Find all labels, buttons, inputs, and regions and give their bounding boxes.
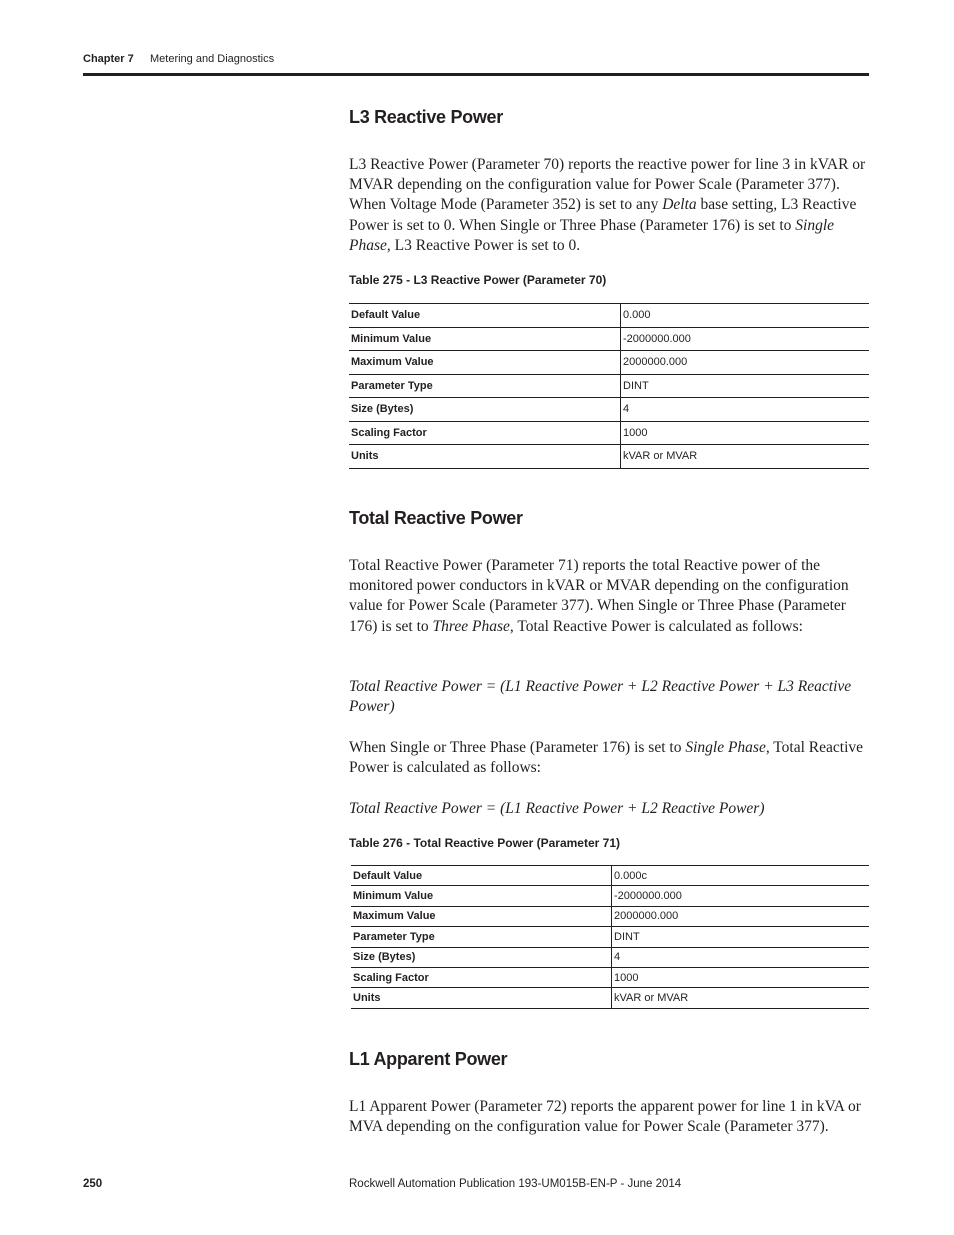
l3-description — [349, 155, 869, 256]
total-description — [349, 556, 869, 637]
param-value: -2000000.000 — [621, 327, 870, 351]
text-run: L1 Apparent Power (Parameter 72) reports the apparent power for line 1 in kVA or MVA depending on the configuration value for Power Scale (Parameter 377). — [349, 1098, 861, 1136]
text-run: , Total Reactive Power is calculated as follows: — [349, 739, 864, 777]
param-value: DINT — [612, 927, 870, 947]
param-value: 0.000 — [621, 304, 870, 328]
table-row — [349, 421, 869, 445]
total-single-phase-description — [349, 738, 869, 778]
text-run: L3 Reactive Power (Parameter 70) reports the reactive power for line 3 in kVAR or MVAR depending on the configuration value for Power Scale (Parameter 377). When Voltage Mode (Parameter 352) is set to any — [349, 156, 866, 214]
emphasis-text: Single Phase — [685, 739, 766, 756]
text-run: base setting, L3 Reactive Power is set to 0. When Single or Three Phase (Parameter 176) is set to — [349, 196, 857, 234]
table-275-caption: Table 275 - L3 Reactive Power (Parameter 70) — [349, 273, 607, 287]
text-run: , Total Reactive Power is calculated as follows: — [509, 617, 803, 635]
param-name: Scaling Factor — [349, 421, 621, 445]
table-276-caption: Table 276 - Total Reactive Power (Parameter 71) — [349, 836, 621, 850]
table-row — [349, 445, 869, 469]
param-name: Units — [351, 988, 612, 1008]
formula-three-phase: Total Reactive Power = (L1 Reactive Power + L2 Reactive Power + L3 Reactive Power) — [349, 678, 852, 716]
page-header — [83, 53, 869, 65]
table-row — [351, 906, 869, 926]
table-row — [351, 927, 869, 947]
l1-description — [349, 1097, 869, 1137]
header-rule — [83, 73, 869, 76]
param-value: -2000000.000 — [612, 886, 870, 906]
emphasis-text: Delta — [662, 196, 697, 214]
table-row — [349, 327, 869, 351]
emphasis-text: Single Phase — [349, 216, 835, 254]
param-name: Size (Bytes) — [349, 398, 621, 422]
param-value: 1000 — [612, 967, 870, 987]
param-name: Minimum Value — [351, 886, 612, 906]
param-value: 2000000.000 — [621, 351, 870, 375]
table-row — [349, 398, 869, 422]
param-value: kVAR or MVAR — [612, 988, 870, 1008]
param-value: 1000 — [621, 421, 870, 445]
param-name: Parameter Type — [349, 374, 621, 398]
table-row — [349, 304, 869, 328]
heading-l3-reactive-power: L3 Reactive Power — [349, 107, 503, 127]
text-run: When Single or Three Phase (Parameter 176) is set to — [349, 739, 686, 756]
publication-info: Rockwell Automation Publication 193-UM015B-EN-P - June 2014 — [349, 1178, 682, 1190]
table-275 — [349, 303, 869, 469]
chapter-number: Chapter 7 — [83, 53, 134, 65]
page-number: 250 — [83, 1178, 103, 1190]
param-value: 4 — [612, 947, 870, 967]
param-name: Parameter Type — [351, 927, 612, 947]
param-value: DINT — [621, 374, 870, 398]
chapter-title: Metering and Diagnostics — [150, 53, 275, 65]
table-row — [351, 866, 869, 886]
table-276 — [351, 865, 869, 1009]
param-name: Size (Bytes) — [351, 947, 612, 967]
table-row — [349, 351, 869, 375]
param-name: Maximum Value — [351, 906, 612, 926]
param-value: 2000000.000 — [612, 906, 870, 926]
table-row — [351, 947, 869, 967]
param-value: 0.000c — [612, 866, 870, 886]
param-name: Default Value — [349, 304, 621, 328]
heading-total-reactive-power: Total Reactive Power — [349, 508, 523, 528]
param-name: Maximum Value — [349, 351, 621, 375]
formula-single-phase: Total Reactive Power = (L1 Reactive Power + L2 Reactive Power) — [349, 800, 765, 817]
heading-l1-apparent-power: L1 Apparent Power — [349, 1049, 508, 1069]
param-name: Units — [349, 445, 621, 469]
text-run: , L3 Reactive Power is set to 0. — [386, 236, 581, 254]
param-value: kVAR or MVAR — [621, 445, 870, 469]
text-run: Total Reactive Power (Parameter 71) reports the total Reactive power of the monitored power conductors in kVAR or MVAR depending on the configuration value for Power Scale (Parameter 377). When Single or Three Phase (Parameter 176) is set to — [349, 557, 849, 635]
table-row — [351, 886, 869, 906]
param-name: Minimum Value — [349, 327, 621, 351]
param-value: 4 — [621, 398, 870, 422]
table-row — [351, 988, 869, 1008]
table-row — [349, 374, 869, 398]
param-name: Scaling Factor — [351, 967, 612, 987]
emphasis-text: Three Phase — [432, 617, 510, 635]
table-row — [351, 967, 869, 987]
param-name: Default Value — [351, 866, 612, 886]
